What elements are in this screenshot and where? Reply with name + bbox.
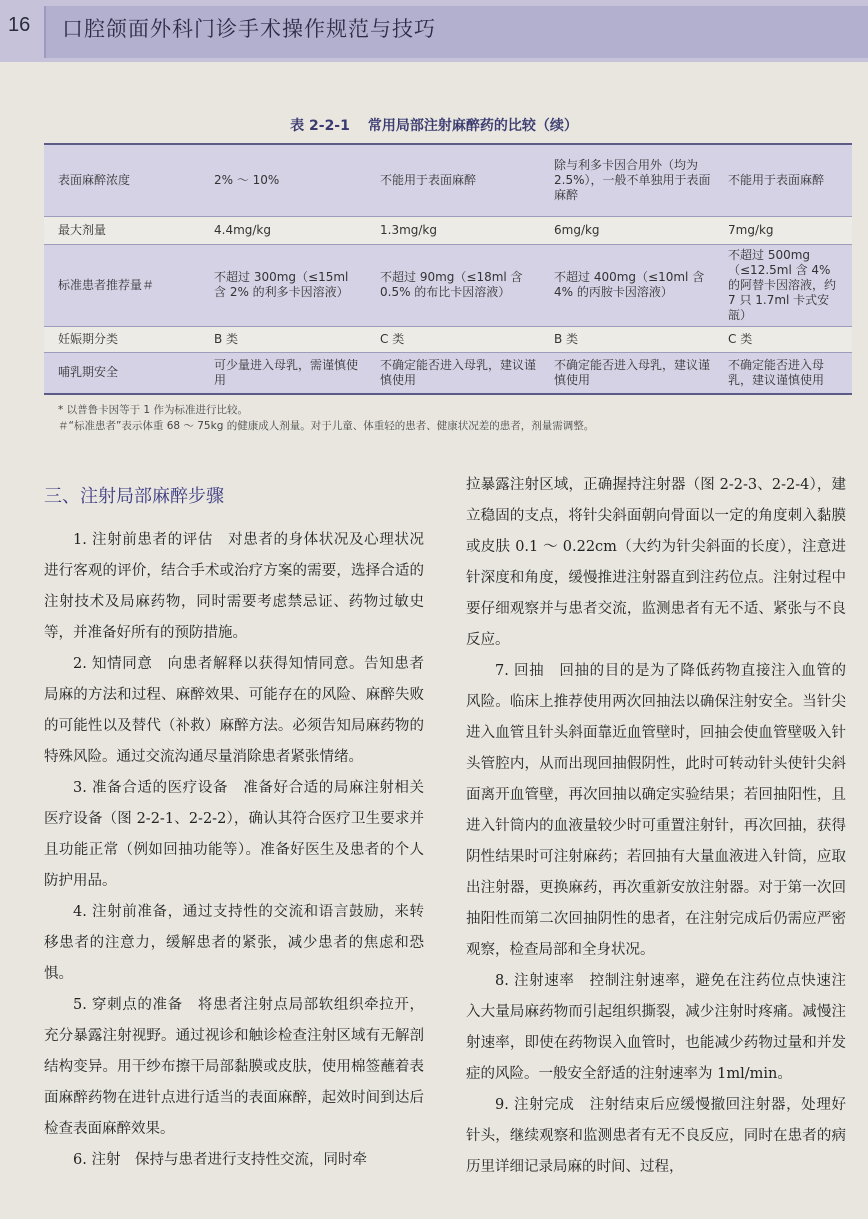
table-cell: 7mg/kg (720, 216, 852, 244)
table-cell: 可少量进入母乳，需谨慎使用 (206, 352, 372, 394)
paragraph: 5. 穿刺点的准备 将患者注射点局部软组织牵拉开，充分暴露注射视野。通过视诊和触诊检查注射区域有无解剖结构变异。用干纱布擦干局部黏膜或皮肤，使用棉签蘸着表面麻醉药物在进针点进行适当的表面麻醉，起效时间到达后检查表面麻醉效果。 (44, 997, 424, 1137)
table-cell: 不能用于表面麻醉 (372, 144, 546, 216)
table-cell: 不超过 90mg（≤18ml 含 0.5% 的布比卡因溶液） (372, 244, 546, 326)
row-label: 标准患者推荐量＃ (44, 244, 206, 326)
table-cell: 不超过 400mg（≤10ml 含 4% 的丙胺卡因溶液） (546, 244, 720, 326)
left-column (44, 470, 424, 1176)
table-footnote: * 以普鲁卡因等于 1 作为标准进行比较。 (58, 404, 248, 416)
table-row (44, 326, 852, 352)
table-cell: C 类 (720, 326, 852, 352)
row-label: 妊娠期分类 (44, 326, 206, 352)
paragraph: 9. 注射完成 注射结束后应缓慢撤回注射器，处理好针头，继续观察和监测患者有无不良反应，同时在患者的病历里详细记录局麻的时间、过程， (466, 1097, 846, 1175)
comparison-table (44, 143, 852, 395)
table-footnote: ＃“标准患者”表示体重 68 ～ 75kg 的健康成人剂量。对于儿童、体重轻的患者、健康状况差的患者，剂量需调整。 (58, 420, 595, 432)
table-number: 表 2-2-1 (290, 118, 350, 134)
table-cell: 2% ～ 10% (206, 144, 372, 216)
table-row (44, 352, 852, 394)
paragraph: 4. 注射前准备，通过支持性的交流和语言鼓励，来转移患者的注意力，缓解患者的紧张，减少患者的焦虑和恐惧。 (44, 904, 424, 982)
table-cell: 1.3mg/kg (372, 216, 546, 244)
table-cell: 4.4mg/kg (206, 216, 372, 244)
page-header (0, 0, 868, 62)
table-cell: 不超过 300mg（≤15ml 含 2% 的利多卡因溶液） (206, 244, 372, 326)
paragraph: 2. 知情同意 向患者解释以获得知情同意。告知患者局麻的方法和过程、麻醉效果、可能存在的风险、麻醉失败的可能性以及替代（补救）麻醉方法。必须告知局麻药物的特殊风险。通过交流沟通尽量消除患者紧张情绪。 (44, 656, 424, 765)
right-column (466, 470, 846, 1183)
table-cell: 除与利多卡因合用外（均为2.5%），一般不单独用于表面麻醉 (546, 144, 720, 216)
paragraph: 7. 回抽 回抽的目的是为了降低药物直接注入血管的风险。临床上推荐使用两次回抽法以确保注射安全。当针尖进入血管且针头斜面靠近血管壁时，回抽会使血管壁吸入针头管腔内，从而出现回抽假阴性，此时可转动针头使针尖斜面离开血管壁，再次回抽以确定实验结果；若回抽阳性，且进入针筒内的血液量较少时可重置注射针，再次回抽，获得阴性结果时可注射麻药；若回抽有大量血液进入针筒，应取出注射器，更换麻药，再次重新安放注射器。对于第一次回抽阳性而第二次回抽阴性的患者，在注射完成后仍需应严密观察，检查局部和全身状况。 (466, 663, 846, 958)
table-caption (0, 115, 868, 135)
paragraph: 1. 注射前患者的评估 对患者的身体状况及心理状况进行客观的评价，结合手术或治疗方案的需要，选择合适的注射技术及局麻药物，同时需要考虑禁忌证、药物过敏史等，并准备好所有的预防措施。 (44, 532, 424, 641)
table-row (44, 244, 852, 326)
paragraph-continuation: 拉暴露注射区域，正确握持注射器（图 2-2-3、2-2-4），建立稳固的支点，将针尖斜面朝向骨面以一定的角度刺入黏膜或皮肤 0.1 ～ 0.22cm（大约为针尖斜面的长度），注意进针深度和角度，缓慢推进注射器直到注药位点。注射过程中要仔细观察并与患者交流，监测患者有无不适、紧张与不良反应。 (466, 477, 846, 648)
table-cell: C 类 (372, 326, 546, 352)
table-row (44, 216, 852, 244)
table-row (44, 144, 852, 216)
table-cell: 不确定能否进入母乳，建议谨慎使用 (372, 352, 546, 394)
row-label: 表面麻醉浓度 (44, 144, 206, 216)
paragraph: 3. 准备合适的医疗设备 准备好合适的局麻注射相关医疗设备（图 2-2-1、2-2-2），确认其符合医疗卫生要求并且功能正常（例如回抽功能等）。准备好医生及患者的个人防护用品。 (44, 780, 424, 889)
table-cell: 不能用于表面麻醉 (720, 144, 852, 216)
page-number: 16 (8, 14, 31, 36)
row-label: 哺乳期安全 (44, 352, 206, 394)
running-title: 口腔颌面外科门诊手术操作规范与技巧 (62, 17, 436, 41)
table-cell: B 类 (206, 326, 372, 352)
section-heading: 三、注射局部麻醉步骤 (44, 486, 224, 507)
paragraph: 8. 注射速率 控制注射速率，避免在注药位点快速注入大量局麻药物而引起组织撕裂，减少注射时疼痛。减慢注射速率，即使在药物误入血管时，也能减少药物过量和并发症的风险。一般安全舒适的注射速率为 1ml/min。 (466, 973, 846, 1082)
row-label: 最大剂量 (44, 216, 206, 244)
paragraph: 6. 注射 保持与患者进行支持性交流，同时牵 (73, 1152, 367, 1168)
table-cell: B 类 (546, 326, 720, 352)
table-cell: 不确定能否进入母乳，建议谨慎使用 (546, 352, 720, 394)
table-cell: 6mg/kg (546, 216, 720, 244)
table-cell: 不超过 500mg（≤12.5ml 含 4% 的阿替卡因溶液，约 7 只 1.7ml 卡式安瓿） (720, 244, 852, 326)
table-cell: 不确定能否进入母乳，建议谨慎使用 (720, 352, 852, 394)
table-title: 常用局部注射麻醉药的比较（续） (367, 118, 578, 134)
